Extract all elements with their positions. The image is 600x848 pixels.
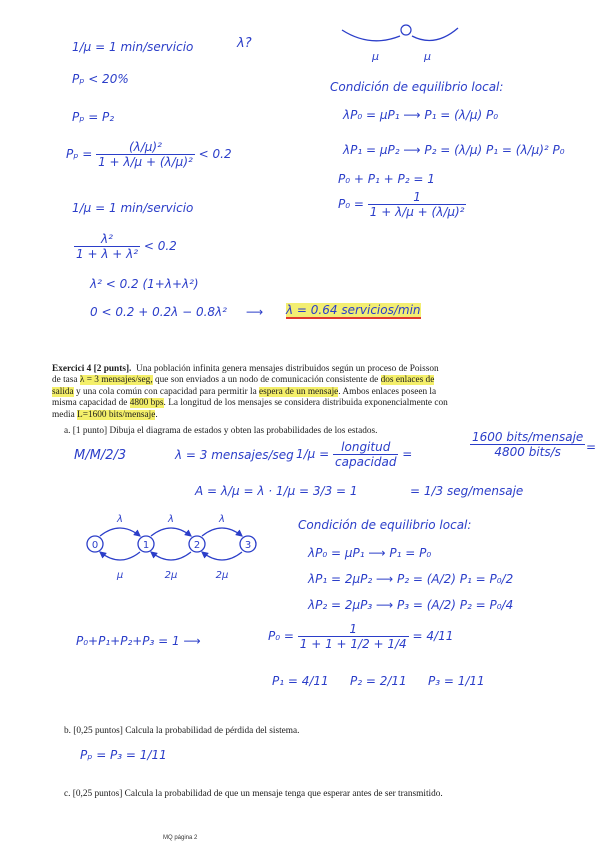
hw-p1-value: P₁ = 4/11 [272,674,329,688]
hw-cond-2: λP₁ = 2μP₂ ⟶ P₂ = (A/2) P₁ = P₀/2 [308,572,514,586]
hw-top-mu-2: μ [424,50,431,63]
arc-label-mu: μ [116,570,124,581]
page-footer: MQ página 2 [163,835,198,841]
state-label-1: 1 [142,540,150,551]
state-label-3: 3 [244,540,252,551]
hw-inverse-mu-2: 1/μ = 1 min/servicio [72,201,194,215]
hw-A-computation: A = λ/μ = λ · 1/μ = 3/3 = 1 [195,484,358,498]
hw-expand: λ² < 0.2 (1+λ+λ²) [90,277,199,291]
hw-loss-equals-p2: Pₚ = P₂ [72,110,115,124]
hw-bits-fraction: $\frac{\text{1600 bits/mensaje}}{\text{4800 bits/s}}$ [472,430,584,459]
state-diagram [80,512,290,584]
hw-one-third: = 1/3 seg/mensaje [410,484,524,498]
hw-service-time: 1/μ = $\frac{\text{longitud}}{\text{capacidad}}$ = [296,440,413,469]
arc-label-lambda-1: λ [117,514,123,525]
arc-label-lambda-3: λ [219,514,225,525]
arc-label-2mu-a: 2μ [164,570,178,581]
hw-lambda-inequality: $\frac{\text{λ²}}{\text{1 + λ + λ²}}$ < 0.2 [76,232,177,261]
hw-sum: P₀+P₁+P₂+P₃ = 1 ⟶ [76,634,201,648]
arc-2-1 [151,552,191,560]
hw-loss-formula: Pₚ = $\frac{\text{(λ/μ)²}}{\text{1 + λ/μ + (λ/μ)²}}$ < 0.2 [66,140,232,169]
hw-model-notation: M/M/2/3 [74,448,127,463]
hw-cond-1: λP₀ = μP₁ ⟶ P₁ = P₀ [308,546,432,560]
exercise-statement: Exercici 4 [2 punts]. Una población infinita genera mensajes distribuidos según un proceso de Poisson de tasa λ = 3 mensajes/seg, que son enviados a un nodo de comunicación consistente de dos enlaces de salida y una cola común con capacidad para permitir la espera de un mensaje. Ambos enlaces poseen la misma capacidad de 4800 bps. La longitud de los mensajes se considera distribuida exponencialmente con media L=1600 bits/mensaje. [52,364,448,420]
arc-3-2 [202,552,242,560]
hw-top-mu-1: μ [372,50,379,63]
hw-equilibrium-title-2: Condición de equilibrio local: [298,518,472,532]
part-c-question: c. [0,25 puntos] Calcula la probabilidad de que un mensaje tenga que esperar antes de ser transmitido. [64,789,443,799]
hw-loss-fraction: $\frac{\text{(λ/μ)²}}{\text{1 + λ/μ + (λ/μ)²}}$ [98,140,193,169]
hw-quadratic: 0 < 0.2 + 0.2λ − 0.8λ² [90,305,227,319]
arc-0-1 [100,528,140,536]
hw-equals: = [586,440,597,454]
hw-lambda-rate: λ = 3 mensajes/seg [175,448,294,462]
arc-2-3 [202,528,242,536]
state-label-2: 2 [193,540,201,551]
state-label-0: 0 [91,540,99,551]
hw-equilibrium-title: Condición de equilibrio local: [330,80,504,94]
part-b-question: b. [0,25 puntos] Calcula la probabilidad de pérdida del sistema. [64,726,300,736]
top-partial-diagram [340,26,460,56]
hw-inverse-mu: 1/μ = 1 min/servicio [72,40,194,54]
arc-label-2mu-b: 2μ [215,570,229,581]
hw-normalization: P₀ + P₁ + P₂ = 1 [338,172,435,186]
hw-p0-value: P₀ = $\frac{1}{1 + 1 + 1/2 + 1/4}$ = 4/11 [268,622,454,651]
arc-1-0 [100,552,140,560]
hw-balance-1: λP₀ = μP₁ ⟶ P₁ = (λ/μ) P₀ [343,108,499,122]
hw-p0-formula: P₀ = $\frac{1}{\text{1 + λ/μ + (λ/μ)²}}$ [338,190,465,219]
hw-loss-bound: Pₚ < 20% [72,72,129,86]
arc-1-2 [151,528,191,536]
hw-balance-2: λP₁ = μP₂ ⟶ P₂ = (λ/μ) P₁ = (λ/μ)² P₀ [343,143,565,157]
part-a-question: a. [1 punto] Dibuja el diagrama de estados y obten las probabilidades de los estados. [64,426,378,436]
hw-loss-answer: Pₚ = P₃ = 1/11 [80,748,167,762]
hw-arrow: ⟶ [246,305,264,319]
hw-lambda-result: λ = 0.64 servicios/min [286,303,421,317]
hw-p2-value: P₂ = 2/11 [350,674,407,688]
hw-p3-value: P₃ = 1/11 [428,674,485,688]
arc-label-lambda-2: λ [168,514,174,525]
hw-cond-3: λP₂ = 2μP₃ ⟶ P₃ = (A/2) P₂ = P₀/4 [308,598,514,612]
hw-lambda-question: λ? [237,36,252,51]
